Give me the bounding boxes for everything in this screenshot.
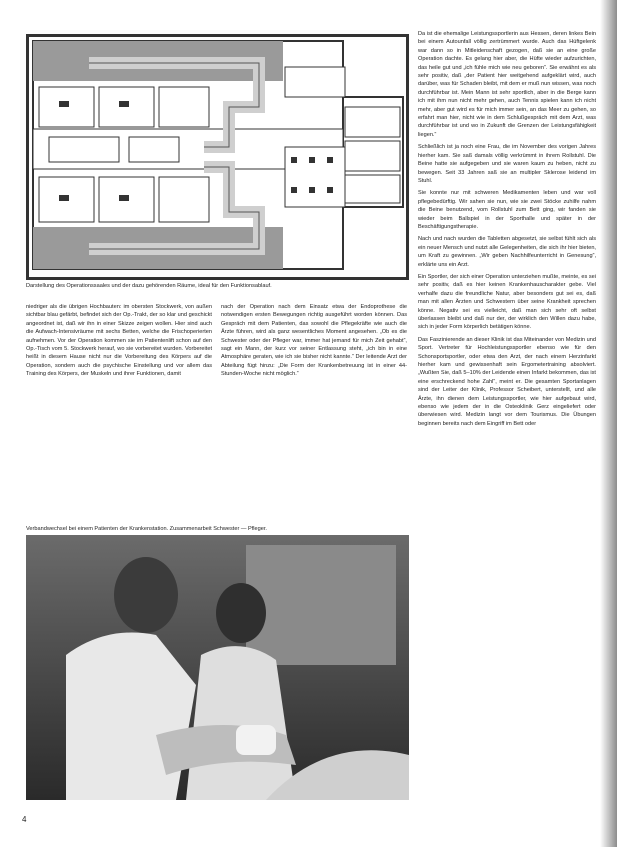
page-number: 4 bbox=[22, 815, 27, 824]
right-paragraph-5: Ein Sportler, der sich einer Operation unterziehen mußte, meinte, es sei sehr positiv, daß es hier keinen Krankenhauscharakter gebe. Viel verhalfe dazu die freundliche Natur, aber besonders gut sei es, daß man mit allen Ärzten und Schwestern über seine Krankheit sprechen könne. Negativ sei es vielleicht, daß man sich sehr oft selbst überlassen bleibt und daß nur der, der wirklich den Willen dazu habe, sich in jeder Form körperlich betätigen könne. bbox=[418, 273, 596, 331]
body-text-column-1: niedriger als die übrigen Hochbauten: im obersten Stockwerk, von außen sichtbar blau gefärbt, befindet sich der Op.-Trakt, der so klar und geschickt angeordnet ist, daß wir ihn in einer Skizze zeigen wollen. Hier sind auch die Aufwach-Intensivräume mit sechs Betten, welche die Frischoperierten aufnehmen. Vor der Operation kommen sie im Patientenlift schon auf den Op.-Tisch vom 5. Stockwerk herauf, wo sie vorbereitet wurden. Vorbereitet heißt in diesem Hause nicht nur die Vorbereitung des Körpers auf die Operation, sondern auch die psychische Einstellung und vor allem das Training des Körpers, der Muskeln und ihrer Funktionen, damit bbox=[26, 304, 212, 378]
nursing-photo bbox=[26, 535, 409, 800]
right-paragraph-3: Sie konnte nur mit schweren Medikamenten leben und war voll pflegebedürftig. Wir sahen sie nun, wie sie zwei Stöcke zuhilfe nahm die Beine benutzend, vom Rollstuhl zum Bett ging, wir fanden sie wieder beim Ballspiel in der Sporthalle und später in der Beschäftigungstherapie. bbox=[418, 190, 596, 230]
floor-plan-caption: Darstellung des Operationssaales und der dazu gehörenden Räume, ideal für den Funktionsablauf. bbox=[26, 283, 272, 289]
right-paragraph-1: Da ist die ehemalige Leistungssportlerin aus Hessen, deren linkes Bein bei einem Autounfall völlig zertrümmert wurde. Auch das Hüftgelenk war dann so in Mitleidenschaft gezogen, daß sie an eine große Operation dachte. Es gelang hier aber, die Hüfte wieder aufzurichten, das heile gut und „ich fühle mich wie neu geboren“. Sie erwähnt es als sehr positiv, daß „der Patient hier weitgehend aufgeklärt wird, auch darüber, was für Schaden bleibt, mit dem er muß nun wissen, was noch durchführbar ist. Mein Mann ist sehr sportlich, aber in die Berge kann ich mit ihm nun nicht mehr gehen, auch Tennis spielen kann ich nicht mehr, aber gut wird es für mich immer sein, an das Meer zu gehen, so erfahrt man hier, nicht wie in dem Schlußgespräch mit dem Arzt, was durchführbar ist und wo in Zukunft die Grenzen der Leistungsfähigkeit liegen.“ bbox=[418, 31, 596, 138]
body-text-column-2: nach der Operation nach dem Einsatz etwa der Endoprothese die notwendigen ersten Bewegungen richtig ausgeführt worden können. Das Gespräch mit dem Patienten, das sowohl die Pflegekräfte wie auch die Ärzte führen, wird als ganz wesentliches Moment angesehen. „Ob es die Schwester oder der Pfleger war, immer hat jemand für mich Zeit gehabt“, sagt ein Mann, der kurz vor seiner Entlassung steht, „ich bin in eine Atmosphäre geraten, wie ich sie bisher nicht kannte.“ Der leitende Arzt der Abteilung fügt hinzu: „Die Form der Krankenbetreuung ist in einer 44-Stunden-Woche nicht möglich.“ bbox=[221, 304, 407, 378]
right-paragraph-4: Nach und nach wurden die Tabletten abgesetzt, sie selbst fühlt sich als ein neuer Mensch und nutzt alle Gelegenheiten, die sich ihr hier bieten, um Kraft zu gewinnen. „Wir geben Nachhilfeunterricht in Genesung“, erklärte uns ein Arzt. bbox=[418, 236, 596, 268]
photo-caption: Verbandwechsel bei einem Patienten der Krankenstation. Zusammenarbeit Schwester — Pfleger. bbox=[26, 526, 267, 532]
right-text-column bbox=[418, 30, 596, 428]
scan-edge-shadow bbox=[600, 0, 617, 847]
photo-drawing bbox=[26, 535, 409, 800]
floor-plan-drawing bbox=[29, 37, 406, 277]
right-paragraph-6: Das Faszinierende an dieser Klinik ist das Miteinander von Medizin und Sport. Vertreter für Hochleistungssportler ebenso wie für den Schonsportsportler, oder etwa den Arzt, der nach einem Herzinfarkt hierher kam und gewissenhaft sein Ergometertraining absolviert. „Wußten Sie, daß 5–10% der Leidende einen Infarkt bekommen, das ist eine erschreckend hohe Zahl“, meint er. Die gesamten Sportanlagen sind der Leiter der Klinik, Professor Scheibert, unterstellt, und alle Ärzte, ihn dienen dem Leistungssportler, wie hier aufgebaut wird, ebenso wie jedem der in die Osteoklinik Gerz eingeliefert oder überwiesen wird. Medizin langt vor dem Tourismus. Die Übungen beginnen bereits nach dem Eingriff im Bett oder bbox=[418, 336, 596, 427]
right-paragraph-2: Schließlich ist ja noch eine Frau, die im November des vorigen Jahres hierher kam. Sie saß damals völlig verkrümmt in ihrem Rollstuhl. Die Beine hatte sie aufgegeben und sie waren kaum zu heben, nicht zu bewegen. Seit 33 Jahren saß sie an multipler Sklerose leidend im Stuhl. bbox=[418, 144, 596, 184]
floor-plan-figure bbox=[26, 34, 409, 280]
